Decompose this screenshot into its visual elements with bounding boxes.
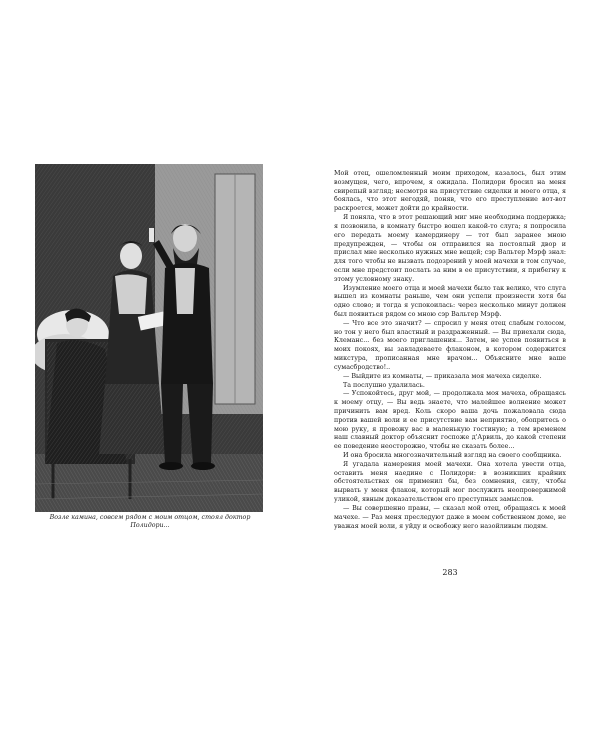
paragraph: Я угадала намерения моей мачехи. Она хотела увести отца, оставить меня наедине с Полидори: в возникших крайних обстоятельствах он применил бы, без сомнения, силу, чтобы вырвать у меня флакон, который мог послужить неопровержимой уликой, явным доказательством его преступных замыслов. <box>334 460 566 504</box>
body-text <box>334 170 566 531</box>
paragraph: И она бросила многозначительный взгляд на своего сообщника. <box>343 452 562 459</box>
page-number: 283 <box>442 568 458 577</box>
paragraph: — Что все это значит? — спросил у меня отец слабым голосом, но тон у него был властный и раздраженный. — Вы приехали сюда, Клеманс... без моего приглашения... Затем, не успев появиться в моих покоях, вы завладеваете флаконом, в котором содержится микстура, прописанная мне врачом... Объясните мне ваше сумасбродство!.. <box>334 319 566 371</box>
paragraph: — Успокойтесь, друг мой, — продолжала моя мачеха, обращаясь к моему отцу, — Вы ведь знаете, что малейшее волнение может причинить вам вред. Коль скоро ваша дочь пожаловала сюда против вашей воли и ее присутствие вам неприятно, обопритесь о мою руку, я провожу вас в маленькую гостиную; а тем временем наш славный доктор объяснит госпоже д'Арвиль, до какой степени ее поведение неосторожно, чтобы не сказать более... <box>334 390 566 451</box>
paragraph: Изумление моего отца и моей мачехи было так велико, что слуга вышел из комнаты раньше, чем они успели произнести хотя бы одно слово; и тогда я успокоилась: через несколько минут должен был появиться рядом со мною сэр Вальтер Мэрф. <box>334 284 566 318</box>
paragraph: Я поняла, что в этот решающий миг мне необходима поддержка; я позвонила, в комнату быстро вошел какой-то слуга; я попросила его передать моему камердинеру — тот был заранее мною предупрежден, — чтобы он отправился на постоялый двор и прислал мне несколько нужных мне вещей; сэр Вальтер Мэрф знал: для того чтобы не вызвать подозрений у моей мачехи в том случае, если мне предстоит послать за ним в ее присутствии, я прибегну к этому условному знаку. <box>334 214 566 283</box>
paragraph: Мой отец, ошеломленный моим приходом, казалось, был этим возмущен, чего, впрочем, я ожидала. Полидори бросил на меня свирепый взгляд; несмотря на присутствие сиделки и моего отца, я боялась, что этот негодяй, поняв, что его преступление вот-вот раскроется, может дойти до крайности. <box>334 170 566 213</box>
illustration-caption: Возле камина, совсем рядом с моим отцом, стоял доктор Полидори... <box>49 514 251 529</box>
paragraph: Та послушно удалилась. <box>343 381 425 389</box>
paragraph: — Выйдите из комнаты, — приказала моя мачеха сиделке. <box>343 372 542 380</box>
engraving-illustration <box>35 164 263 512</box>
paragraph: — Вы совершенно правы, — сказал мой отец, обращаясь к моей мачехе. — Раз меня преследуют даже в моем собственном доме, не уважая моей воли, я уйду и освобожу него назойливым людям. <box>334 504 566 530</box>
